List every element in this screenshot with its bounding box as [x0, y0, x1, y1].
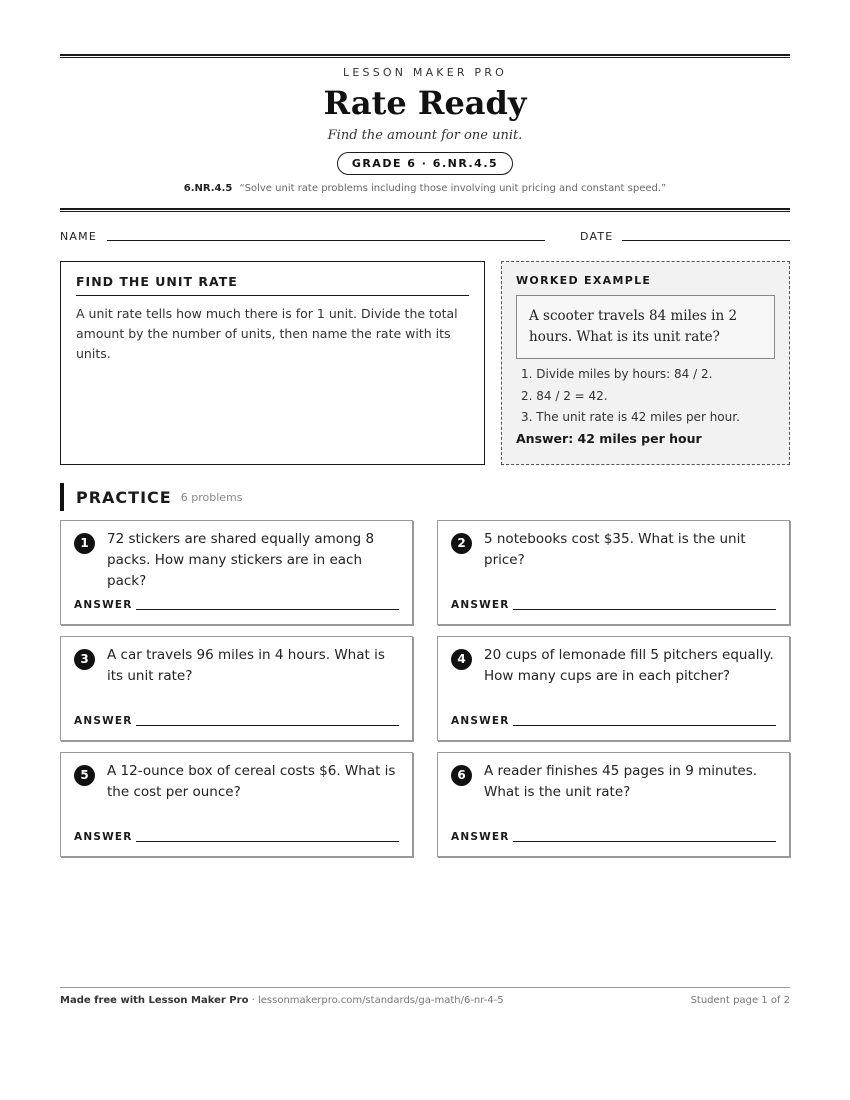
worksheet-page [60, 0, 790, 1100]
answer-label: ANSWER [74, 831, 133, 843]
footer-rule [60, 987, 790, 988]
date-label: DATE [580, 230, 614, 243]
problem-text: 5 notebooks cost $35. What is the unit price? [484, 531, 746, 568]
problem-number: 1 [74, 533, 95, 554]
worked-example [501, 261, 790, 465]
problem-number: 3 [74, 649, 95, 670]
worksheet-subtitle: Find the amount for one unit. [327, 128, 523, 143]
unit-rate-explanation [60, 261, 485, 465]
student-info-row [60, 230, 790, 246]
practice-count: 6 problems [180, 490, 243, 504]
example-answer: Answer: 42 miles per hour [516, 430, 702, 446]
name-field[interactable] [107, 240, 545, 241]
practice-title: PRACTICE [76, 487, 172, 507]
problem-card-3 [60, 636, 413, 741]
problem-card-4 [437, 636, 790, 741]
example-steps [516, 364, 775, 429]
standard-code: 6.NR.4.5 [183, 183, 233, 194]
example-problem: A scooter travels 84 miles in 2 hours. What is its unit rate? [516, 295, 775, 359]
problem-number: 6 [451, 765, 472, 786]
answer-field[interactable] [136, 609, 399, 610]
answer-label: ANSWER [74, 715, 133, 727]
problem-text: A reader finishes 45 pages in 9 minutes. What is the unit rate? [484, 763, 758, 800]
problem-text: A car travels 96 miles in 4 hours. What is its unit rate? [107, 647, 385, 684]
problem-text: A 12-ounce box of cereal costs $6. What is the cost per ounce? [107, 763, 396, 800]
answer-label: ANSWER [451, 599, 510, 611]
problem-number: 4 [451, 649, 472, 670]
problem-text: 20 cups of lemonade fill 5 pitchers equally. How many cups are in each pitcher? [484, 647, 774, 684]
answer-field[interactable] [513, 609, 776, 610]
problem-card-6 [437, 752, 790, 857]
example-step: 2. 84 / 2 = 42. [521, 388, 608, 403]
practice-heading [60, 483, 242, 511]
date-field[interactable] [622, 240, 790, 241]
name-label: NAME [60, 230, 97, 243]
problem-number: 5 [74, 765, 95, 786]
problem-text: 72 stickers are shared equally among 8 packs. How many stickers are in each pack? [107, 531, 375, 589]
example-step: 3. The unit rate is 42 miles per hour. [521, 410, 740, 424]
footer-url[interactable]: · lessonmakerpro.com/standards/ga-math/6-nr-4-5 [248, 995, 504, 1006]
standard-text: “Solve unit rate problems including those involving unit pricing and constant speed.” [239, 183, 667, 194]
problem-card-1 [60, 520, 413, 625]
explanation-body: A unit rate tells how much there is for 1 unit. Divide the total amount by the number of units, then name the rate with its units. [76, 306, 458, 361]
answer-label: ANSWER [451, 715, 510, 727]
header-bottom-rule [60, 208, 790, 212]
footer-page-info: Student page 1 of 2 [690, 995, 790, 1006]
brand-name: LESSON MAKER PRO [343, 66, 507, 79]
answer-label: ANSWER [451, 831, 510, 843]
example-step: 1. Divide miles by hours: 84 / 2. [521, 367, 713, 381]
standard-description [60, 183, 790, 194]
problem-card-2 [437, 520, 790, 625]
grade-badge: GRADE 6 · 6.NR.4.5 [337, 152, 513, 175]
answer-field[interactable] [513, 725, 776, 726]
footer-made-with: Made free with Lesson Maker Pro [60, 995, 249, 1006]
example-heading: WORKED EXAMPLE [516, 274, 652, 287]
problem-card-5 [60, 752, 413, 857]
answer-field[interactable] [136, 841, 399, 842]
top-rule [60, 54, 790, 58]
worksheet-title: Rate Ready [323, 84, 527, 122]
answer-label: ANSWER [74, 599, 133, 611]
answer-field[interactable] [513, 841, 776, 842]
problem-number: 2 [451, 533, 472, 554]
explanation-heading: FIND THE UNIT RATE [76, 274, 469, 296]
footer-credit [60, 995, 504, 1006]
answer-field[interactable] [136, 725, 399, 726]
